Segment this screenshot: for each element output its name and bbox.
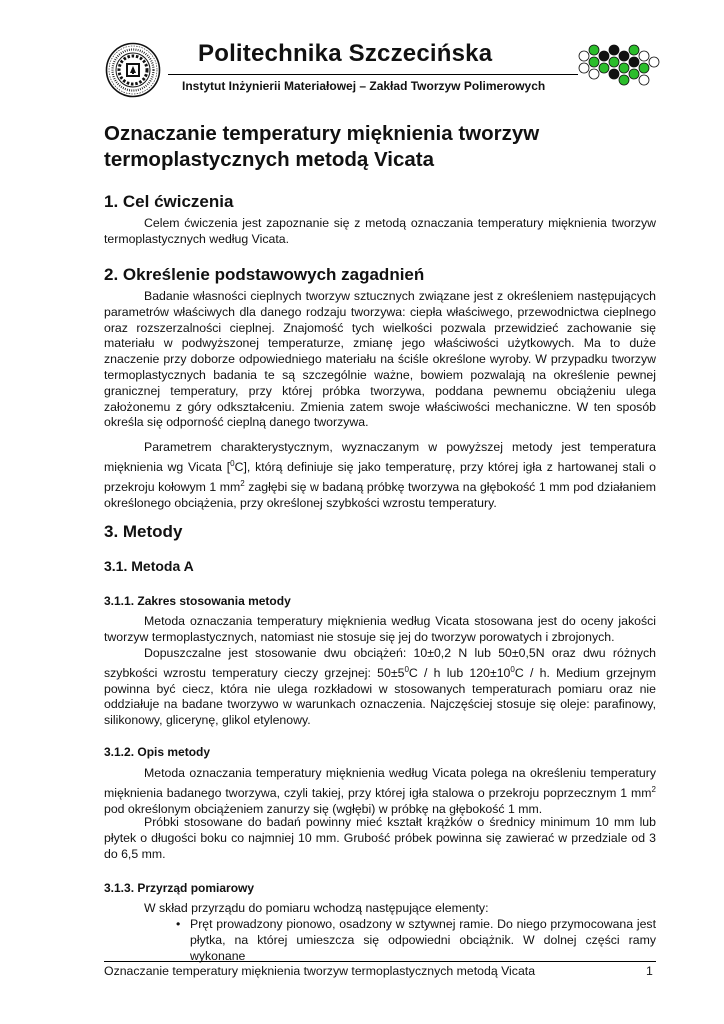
section-3-1-2-heading: 3.1.2. Opis metody	[104, 745, 211, 759]
section-1-heading: 1. Cel ćwiczenia	[104, 192, 234, 211]
page-number: 1	[646, 964, 653, 978]
hexagon-molecule-logo-icon	[576, 42, 660, 90]
section-3-1-1-heading: 3.1.1. Zakres stosowania metody	[104, 594, 291, 608]
section-3-1-3-paragraph: W skład przyrządu do pomiaru wchodzą następujące elementy:	[144, 901, 489, 915]
section-2-heading: 2. Określenie podstawowych zagadnień	[104, 265, 425, 284]
institute-name: Instytut Inżynierii Materiałowej – Zakład Tworzyw Polimerowych	[182, 79, 546, 93]
section-3-1-3-heading: 3.1.3. Przyrząd pomiarowy	[104, 881, 255, 895]
document-title	[104, 121, 664, 173]
list-item: Pręt prowadzony pionowo, osadzony w sztywnej ramie. Do niego przymocowana jest płytka, na której umieszcza się odpowiedni obciążnik. W dolnej części ramy wykonane	[190, 917, 656, 963]
section-2-paragraph-2: Parametrem charakterystycznym, wyznaczanym w powyższej metody jest temperatura mięknienia wg Vicata [$^0$C], którą definiuje się jako temperaturę, przy której igła z hartowanej stali o przekroju kołowym 1 $mm^2$ zagłębi się w badaną próbkę tworzywa na głębokość 1 mm pod działaniem określonego obciążenia, przy określonej szybkości wzrostu temperatury.	[104, 440, 657, 510]
section-3-1-2-paragraph-2: Próbki stosowane do badań powinny mieć kształt krążków o średnicy minimum 10 mm lub płytek o długości boku co najmniej 10 mm. Grubość próbek powinna się zawierać w przedziale od 3 do 6,5 mm.	[104, 815, 656, 861]
section-3-1-heading: 3.1. Metoda A	[104, 558, 194, 574]
section-1-paragraph: Celem ćwiczenia jest zapoznanie się z metodą oznaczania temperatury mięknienia tworzyw termoplastycznych według Vicata.	[104, 216, 656, 246]
section-3-1-1-paragraph-1: Metoda oznaczania temperatury mięknienia według Vicata stosowana jest do oceny jakości tworzyw termoplastycznych, natomiast nie stosuje się jej do tworzyw porowatych i zbrojonych.	[104, 614, 656, 644]
section-2-paragraph-1: Badanie własności cieplnych tworzyw sztucznych związane jest z określeniem następujących parametrów właściwych dla danego rodzaju tworzywa: ciepła właściwego, przewodnictwa cieplnego oraz rozszerzalności cieplnej. Znajomość tych wielkości pozwala przewidzieć zachowanie się materiału w podwyższonej temperaturze, zmianę jego właściwości użytkowych. Ma to duże znaczenie przy doborze odpowiedniego materiału na ściśle określone wyroby. W przypadku tworzyw termoplastycznych badania te są szczególnie ważne, bowiem pozwalają na określenie pewnej granicznej temperatury, przy której próbka tworzywa, poddana pewnemu obciążeniu ulega założonemu z góry odkształceniu. Zmienia zatem swoje właściwości mechaniczne. W ten sposób określa się odporność cieplną danego tworzywa.	[104, 289, 656, 430]
section-3-1-2-paragraph-1: Metoda oznaczania temperatury mięknienia według Vicata polega na określeniu temperatury mięknienia badanego tworzywa, czyli takiej, przy której igła stalowa o przekroju poprzecznym 1 $mm^2$ pod określonym obciążeniem zanurzy się (wgłębi) w próbkę na głębokość 1 mm.	[104, 766, 656, 816]
section-3-1-1-paragraph-2: Dopuszczalne jest stosowanie dwu obciążeń: 10±0,2 N lub 50±0,5N oraz dwu różnych szybkości wzrostu temperatury cieczy grzejnej: $50\pm 5^0C / h$ lub $120\pm 10^0C / h$. Medium grzejnym powinna być ciecz, która nie ulega rozkładowi w stosowanych temperaturach pomiaru oraz nie oddziałuje na badane tworzywo w warunkach oznaczenia. Najczęściej stosuje się oleje: parafinowy, silikonowy, glicerynę, glikol etylenowy.	[104, 646, 656, 728]
bullet-icon: •	[176, 917, 181, 931]
document-title-line2: termoplastycznych metodą Vicata	[104, 148, 435, 171]
header-rule	[168, 74, 578, 75]
university-name: Politechnika Szczecińska	[198, 40, 493, 67]
footer-rule	[104, 961, 656, 962]
document-title-line1: Oznaczanie temperatury mięknienia tworzyw	[104, 122, 540, 145]
university-seal-icon	[105, 42, 161, 98]
footer-title: Oznaczanie temperatury mięknienia tworzyw termoplastycznych metodą Vicata	[104, 964, 536, 978]
section-3-heading: 3. Metody	[104, 522, 183, 541]
